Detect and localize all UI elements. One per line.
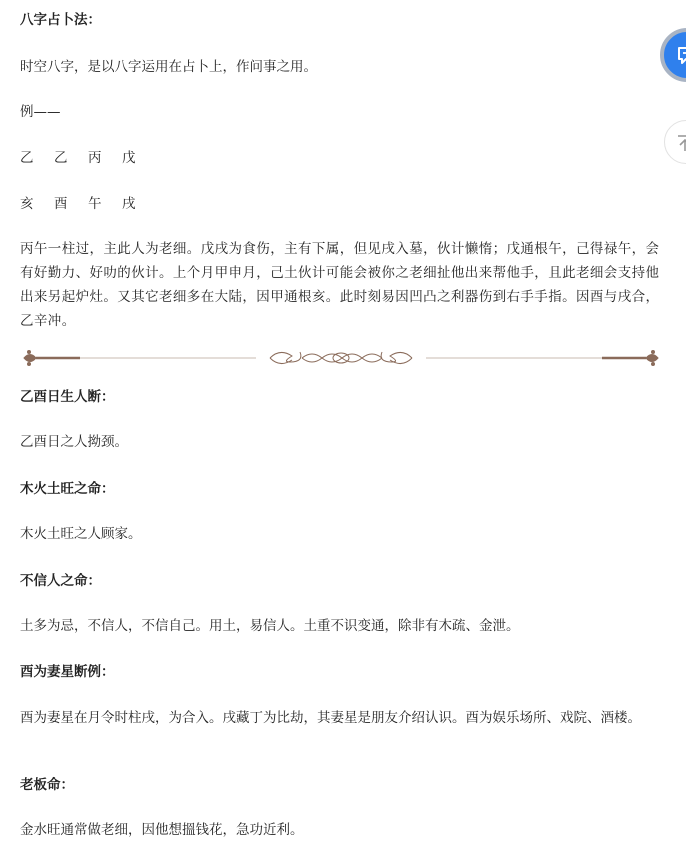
section-title-yiyou-day: 乙酉日生人断：	[20, 389, 115, 405]
wife-star-text: 酉为妻星在月令时柱戌，为合入。戌藏丁为比劫，其妻星是朋友介绍认识。酉为娱乐场所、戏院、酒楼。	[20, 710, 641, 726]
boss-fate-text: 金水旺通常做老细，因他想搵钱花，急功近利。	[20, 822, 304, 838]
section-title-boss-fate: 老板命：	[20, 777, 74, 793]
example-branches-row: 亥 酉 午 戌	[20, 196, 144, 212]
yiyou-day-text: 乙酉日之人拗颈。	[20, 434, 128, 450]
chat-icon	[676, 45, 686, 67]
section-title-wife-star: 酉为妻星断例：	[20, 664, 115, 680]
wood-fire-earth-text: 木火土旺之人顾家。	[20, 526, 142, 542]
example-label: 例——	[20, 104, 61, 120]
section-title-bazi-divination: 八字占卜法：	[20, 12, 101, 28]
example-stems-row: 乙 乙 丙 戊	[20, 150, 144, 166]
ornamental-divider	[20, 344, 662, 372]
section-title-wood-fire-earth: 木火土旺之命：	[20, 481, 115, 497]
bazi-intro-text: 时空八字，是以八字运用在占卜上，作问事之用。	[20, 59, 317, 75]
distrust-text: 土多为忌，不信人，不信自己。用土，易信人。土重不识变通，除非有木疏、金泄。	[20, 618, 520, 634]
back-to-top-icon	[675, 133, 686, 153]
section-title-distrust: 不信人之命：	[20, 573, 101, 589]
example-analysis-text: 丙午一柱过，主此人为老细。戊戌为食伤，主有下属，但见戌入墓，伙计懒惰；戊通根午，己得禄午，会有好勤力、好叻的伙计。上个月甲申月，己土伙计可能会被你之老细扯他出来帮他手，且此老细会支持他出来另起炉灶。又其它老细多在大陆，因甲通根亥。此时刻易因凹凸之利器伤到右手手指。因酉与戌合，乙辛冲。	[20, 241, 660, 329]
